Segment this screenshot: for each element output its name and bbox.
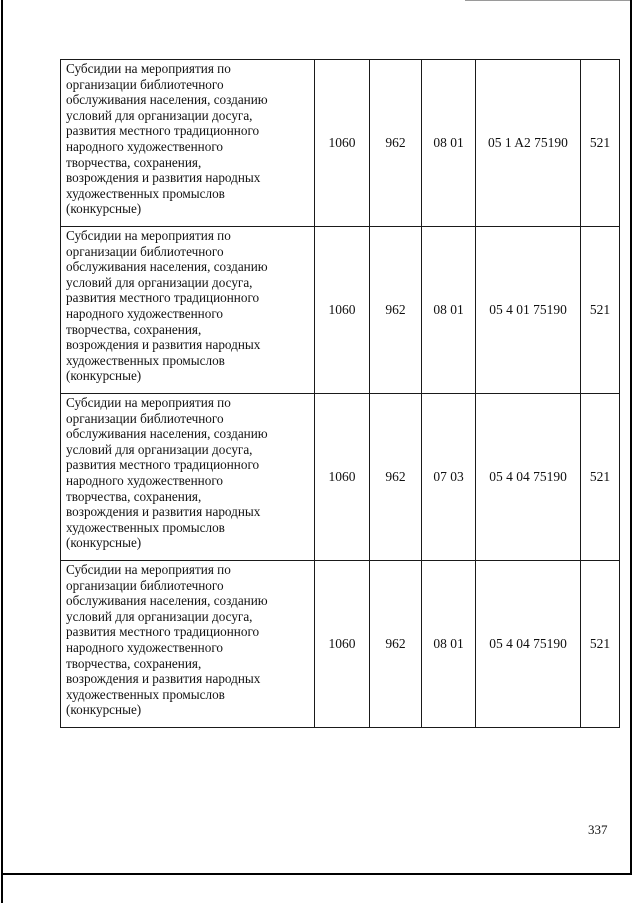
page-border-bottom xyxy=(1,873,632,875)
subsidy-name-text: Субсидии на мероприятия по организации библиотечного обслуживания населения, созданию условий для организации досуга, развития местного традиционного народного художественного творчества, сохранения, возрождения и развития народных художественных промыслов (конкурсные) xyxy=(66,395,268,551)
ministry-code-cell: 962 xyxy=(370,227,422,394)
table-row xyxy=(61,561,620,728)
table-row xyxy=(61,60,620,227)
expense-type-cell: 521 xyxy=(581,394,620,561)
budget-table xyxy=(60,59,620,728)
subsidy-name-cell xyxy=(61,394,315,561)
section-code-cell: 08 01 xyxy=(422,227,476,394)
page-border-left xyxy=(1,0,3,903)
code-cell-1060: 1060 xyxy=(315,227,370,394)
target-article-cell: 05 4 04 75190 xyxy=(476,561,581,728)
expense-type-cell: 521 xyxy=(581,227,620,394)
page-number: 337 xyxy=(588,822,608,837)
expense-type-cell: 521 xyxy=(581,60,620,227)
section-code-cell: 08 01 xyxy=(422,561,476,728)
subsidy-name-text: Субсидии на мероприятия по организации библиотечного обслуживания населения, созданию условий для организации досуга, развития местного традиционного народного художественного творчества, сохранения, возрождения и развития народных художественных промыслов (конкурсные) xyxy=(66,562,268,718)
target-article-cell: 05 4 04 75190 xyxy=(476,394,581,561)
ministry-code-cell: 962 xyxy=(370,394,422,561)
subsidy-name-text: Субсидии на мероприятия по организации библиотечного обслуживания населения, созданию условий для организации досуга, развития местного традиционного народного художественного творчества, сохранения, возрождения и развития народных художественных промыслов (конкурсные) xyxy=(66,61,268,217)
subsidy-name-cell xyxy=(61,227,315,394)
section-code-cell: 08 01 xyxy=(422,60,476,227)
page-border-right xyxy=(630,0,632,875)
table-row xyxy=(61,394,620,561)
section-code-cell: 07 03 xyxy=(422,394,476,561)
table-row xyxy=(61,227,620,394)
target-article-cell: 05 1 A2 75190 xyxy=(476,60,581,227)
code-cell-1060: 1060 xyxy=(315,394,370,561)
ministry-code-cell: 962 xyxy=(370,60,422,227)
target-article-cell: 05 4 01 75190 xyxy=(476,227,581,394)
ministry-code-cell: 962 xyxy=(370,561,422,728)
code-cell-1060: 1060 xyxy=(315,561,370,728)
subsidy-name-cell xyxy=(61,561,315,728)
subsidy-name-text: Субсидии на мероприятия по организации библиотечного обслуживания населения, созданию условий для организации досуга, развития местного традиционного народного художественного творчества, сохранения, возрождения и развития народных художественных промыслов (конкурсные) xyxy=(66,228,268,384)
code-cell-1060: 1060 xyxy=(315,60,370,227)
scan-top-mark xyxy=(465,0,630,1)
expense-type-cell: 521 xyxy=(581,561,620,728)
subsidy-name-cell xyxy=(61,60,315,227)
